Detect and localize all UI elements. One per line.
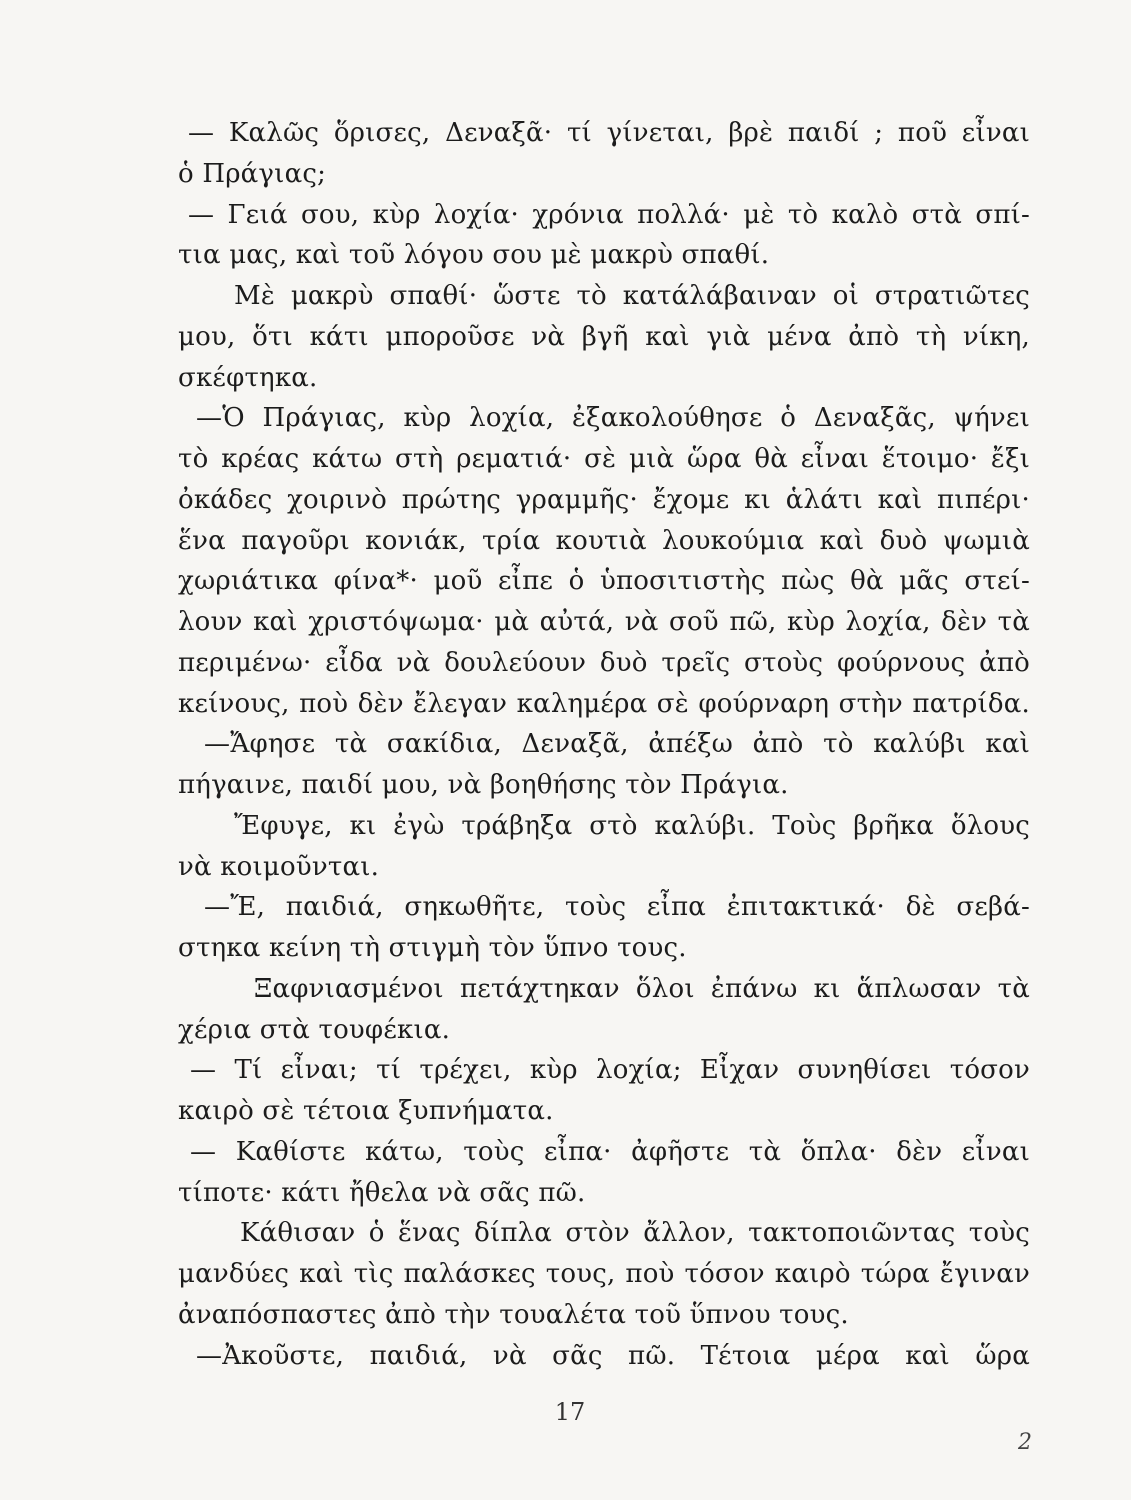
text-line: Μὲ μακρὺ σπαθί· ὥστε τὸ κατάλάβαιναν οἱ στρατιῶτες <box>234 281 1030 311</box>
text-line: μανδύες καὶ τὶς παλάσκες τους, ποὺ τόσον καιρὸ τώρα ἔγιναν <box>178 1259 1030 1289</box>
body-text <box>178 113 1030 1376</box>
text-line: ὁ Πράγιας; <box>178 158 327 189</box>
text-line: χέρια στὰ τουφέκια. <box>178 1014 451 1045</box>
text-line: λουν καὶ χριστόψωμα· μὰ αὐτά, νὰ σοῦ πῶ, κὺρ λοχία, δὲν τὰ <box>178 607 1030 637</box>
text-line: —Ὁ Πράγιας, κὺρ λοχία, ἐξακολούθησε ὁ Δεναξᾶς, ψήνει <box>196 403 1030 434</box>
text-line: στηκα κείνη τὴ στιγμὴ τὸν ὕπνο τους. <box>178 933 687 963</box>
text-line: ἕνα παγοῦρι κονιάκ, τρία κουτιὰ λουκούμια καὶ δυὸ ψωμιὰ <box>178 525 1030 556</box>
text-line: πήγαινε, παιδί μου, νὰ βοηθήσης τὸν Πράγια. <box>178 770 789 800</box>
text-line: τὸ κρέας κάτω στὴ ρεματιά· σὲ μιὰ ὥρα θὰ εἶναι ἕτοιμο· ἔξι <box>178 444 1030 474</box>
text-line: Ξαφνιασμένοι πετάχτηκαν ὅλοι ἐπάνω κι ἅπλωσαν τὰ <box>254 973 1030 1004</box>
text-line: τια μας, καὶ τοῦ λόγου σου μὲ μακρὺ σπαθί. <box>178 240 770 271</box>
text-line: μου, ὅτι κάτι μποροῦσε νὰ βγῆ καὶ γιὰ μένα ἀπὸ τὴ νίκη, <box>178 321 1030 352</box>
text-line: —Ἀκοῦστε, παιδιά, νὰ σᾶς πῶ. Τέτοια μέρα καὶ ὥρα <box>196 1340 1030 1371</box>
text-line: —Ἄφησε τὰ σακίδια, Δεναξᾶ, ἀπέξω ἀπὸ τὸ καλύβι καὶ <box>204 729 1030 760</box>
text-line: τίποτε· κάτι ἤθελα νὰ σᾶς πῶ. <box>178 1177 586 1208</box>
text-line: — Τί εἶναι; τί τρέχει, κὺρ λοχία; Εἶχαν συνηθίσει τόσον <box>190 1055 1030 1086</box>
text-line: Κάθισαν ὁ ἕνας δίπλα στὸν ἄλλον, τακτοποιῶντας τοὺς <box>240 1218 1030 1249</box>
page-number: 17 <box>554 1398 586 1426</box>
text-line: κείνους, ποὺ δὲν ἔλεγαν καλημέρα σὲ φούρναρη στὴν πατρίδα. <box>178 688 1030 719</box>
text-line: ὀκάδες χοιρινὸ πρώτης γραμμῆς· ἔχομε κι ἁλάτι καὶ πιπέρι· <box>178 484 1030 515</box>
text-line: χωριάτικα φίνα*· μοῦ εἶπε ὁ ὑποσιτιστὴς πὼς θὰ μᾶς στεί- <box>178 566 1030 597</box>
text-line: περιμένω· εἶδα νὰ δουλεύουν δυὸ τρεῖς στοὺς φούρνους ἀπὸ <box>178 647 1030 678</box>
text-line: — Γειά σου, κὺρ λοχία· χρόνια πολλά· μὲ τὸ καλὸ στὰ σπί- <box>188 199 1030 230</box>
text-line: σκέφτηκα. <box>178 362 318 393</box>
text-line: — Καθίστε κάτω, τοὺς εἶπα· ἀφῆστε τὰ ὅπλα· δὲν εἶναι <box>190 1136 1030 1167</box>
corner-number: 2 <box>1018 1430 1032 1455</box>
text-line: ἀναπόσπαστες ἀπὸ τὴν τουαλέτα τοῦ ὕπνου τους. <box>178 1299 849 1330</box>
text-line: — Καλῶς ὅρισες, Δεναξᾶ· τί γίνεται, βρὲ παιδί ; ποῦ εἶναι <box>188 118 1030 148</box>
text-line: —Ἔ, παιδιά, σηκωθῆτε, τοὺς εἶπα ἐπιτακτικά· δὲ σεβά- <box>204 892 1030 923</box>
text-line: καιρὸ σὲ τέτοια ξυπνήματα. <box>178 1096 554 1126</box>
text-line: Ἔφυγε, κι ἐγὼ τράβηξα στὸ καλύβι. Τοὺς βρῆκα ὅλους <box>234 810 1030 841</box>
text-line: νὰ κοιμοῦνται. <box>178 851 380 882</box>
